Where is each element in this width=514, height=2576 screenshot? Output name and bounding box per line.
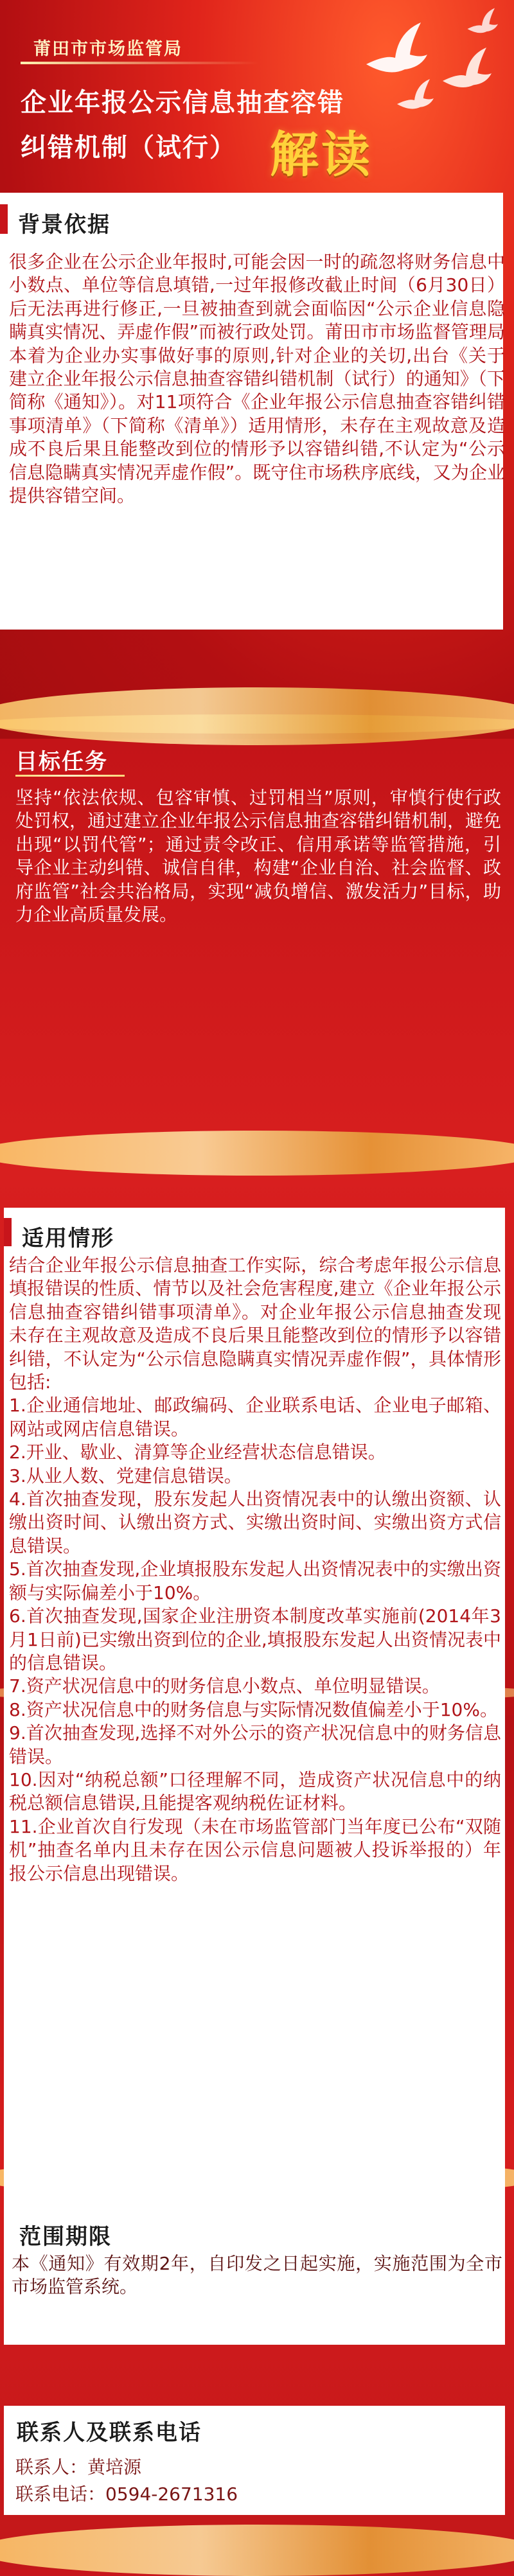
section-body-period: 本《通知》有效期2年，自印发之日起实施，实施范围为全市市场监管系统。 (12, 2253, 502, 2298)
page-title-line-1: 企业年报公示信息抽查容错 (21, 88, 344, 118)
title-underline (15, 775, 125, 777)
scope-section (4, 1208, 505, 2345)
organization-name: 莆田市市场监管局 (33, 39, 182, 59)
section-body-goal: 坚持“依法依规、包容审慎、过罚相当”原则，审慎行使行政处罚权，通过建立企业年报公示信息抽查容错纠错机制，避免出现“以罚代管”；通过责令改正、信用承诺等监管措施，引导企业主动纠错、诚信自律，构建“企业自治、社会监督、政府监管”社会共治格局，实现“减负增信、激发活力”目标，助力企业高质量发展。 (15, 787, 502, 926)
section-body-background: 很多企业在公示企业年报时,可能会因一时的疏忽将财务信息中小数点、单位等信息填错,一过年报修改截止时间（6月30日）后无法再进行修正,一旦被抽查到就会面临因“公示企业信息隐瞒真实情况、弄虚作假”而被行政处罚。莆田市市场监督管理局本着为企业办实事做好事的原则,针对企业的关切,出台《关于建立企业年报公示信息抽查容错纠错机制（试行）的通知》（下简称《通知》）。对11项符合《企业年报公示信息抽查容错纠错事项清单》（下简称《清单》）适用情形，未存在主观故意及造成不良后果且能整改到位的情形予以容错纠错,不认定为“公示信息隐瞒真实情况弄虚作假”。既守住市场秩序底线，又为企业提供容错空间。 (9, 251, 505, 507)
section-title-contact: 联系人及联系电话 (17, 2420, 202, 2446)
gold-wave-decoration (0, 2525, 514, 2576)
section-body-scope: 结合企业年报公示信息抽查工作实际，综合考虑年报公示信息填报错误的性质、情节以及社会危害程度,建立《企业年报公示信息抽查容错纠错事项清单》。对企业年报公示信息抽查发现未存在主观故意及造成不良后果且能整改到位的情形予以容错纠错，不认定为“公示信息隐瞒真实情况弄虚作假”，具体情形包括: 1.企业通信地址、邮政编码、企业联系电话、企业电子邮箱、网站或网店信息错误。 2.开业、歇业、清算等企业经营状态信息错误。 3.从业人数、党建信息错误。 4.首次抽查发现，股东发起人出资情况表中的认缴出资额、认缴出资时间、认缴出资方式、实缴出资时间、实缴出资方式信息错误。 5.首次抽查发现,企业填报股东发起人出资情况表中的实缴出资额与实际偏差小于10%。 6.首次抽查发现,国家企业注册资本制度改革实施前(2014年3月1日前)已实缴出资到位的企业,填报股东发起人出资情况表中的信息错误。 7.资产状况信息中的财务信息小数点、单位明显错误。 8.资产状况信息中的财务信息与实际情况数值偏差小于10%。 9.首次抽查发现,选择不对外公示的资产状况信息中的财务信息错误。 10.因对“纳税总额”口径理解不同，造成资产状况信息中的纳税总额信息错误,且能提客观纳税佐证材料。 11.企业首次自行发现（未在市场监管部门当年度已公布“双随机”抽查名单内且未存在因公示信息问题被人投诉举报的）年报公示信息出现错误。 (9, 1255, 501, 1884)
dove-icon (360, 19, 430, 84)
gold-wave-decoration (0, 714, 514, 734)
contact-section (4, 2406, 505, 2515)
dove-icon (392, 77, 437, 116)
background-section (0, 193, 503, 630)
section-title-period: 范围期限 (19, 2224, 112, 2250)
dove-icon (463, 6, 501, 39)
gold-wave-decoration (0, 1131, 514, 1176)
section-marker (4, 1218, 12, 1246)
section-title-background: 背景依据 (18, 212, 111, 238)
page-title-highlight: 解读 (270, 126, 373, 183)
page-header (0, 0, 514, 193)
contact-person: 联系人：黄培源 (15, 2457, 142, 2478)
section-title-scope: 适用情形 (22, 1226, 114, 1251)
section-marker (0, 204, 8, 234)
period-section (4, 2210, 505, 2316)
section-title-goal: 目标任务 (15, 749, 108, 775)
dove-icon (437, 45, 495, 96)
page-title-line-2: 纠错机制（试行） (21, 133, 236, 163)
title-underline (21, 62, 258, 64)
contact-phone[interactable]: 联系电话：0594-2671316 (15, 2483, 238, 2505)
